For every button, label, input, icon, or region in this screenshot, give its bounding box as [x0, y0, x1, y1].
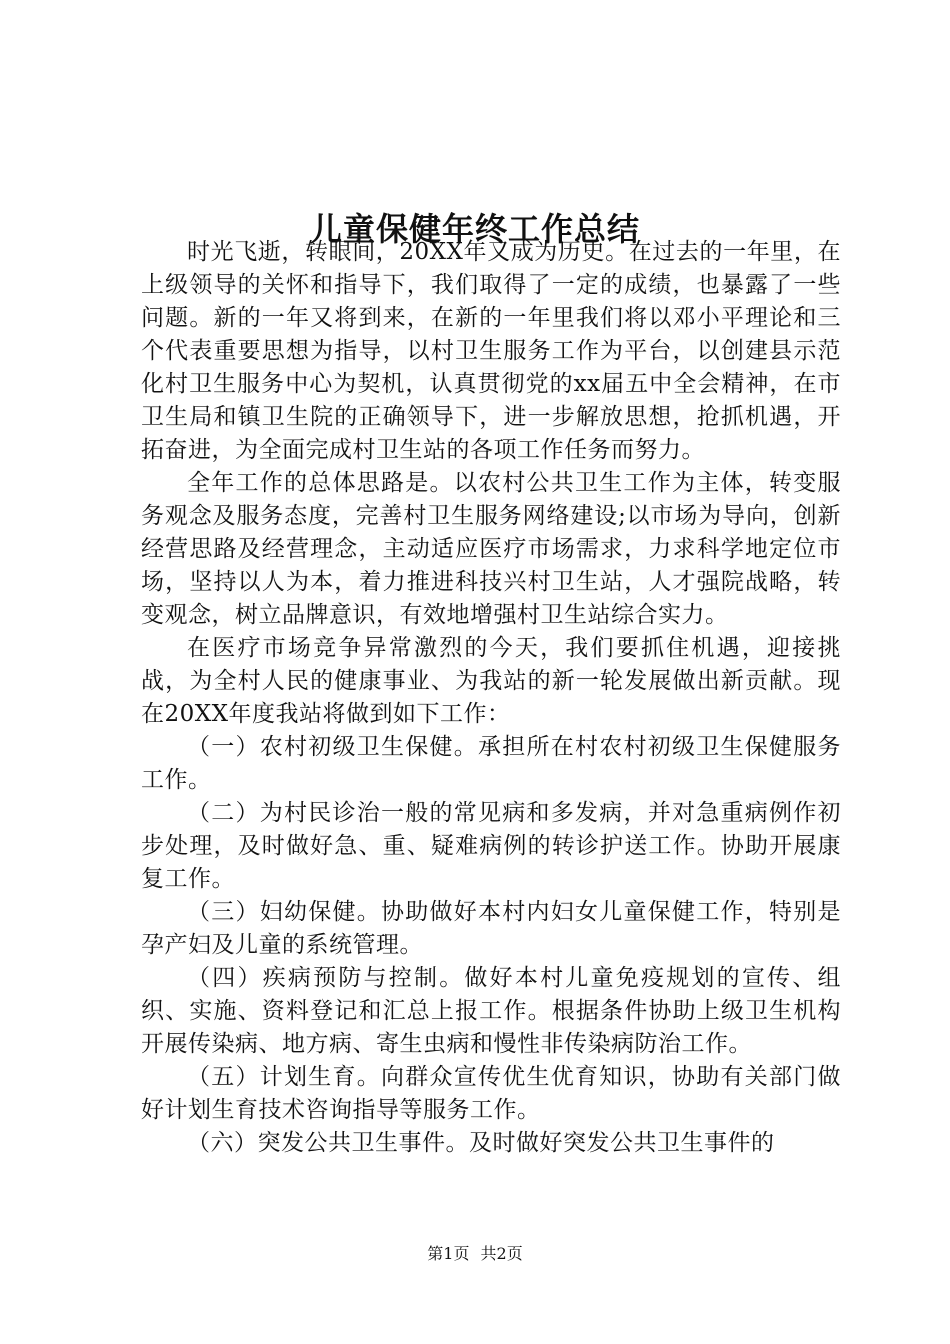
- list-item-disease-control: （四）疾病预防与控制。做好本村儿童免疫规划的宣传、组织、实施、资料登记和汇总上报工作。根据条件协助上级卫生机构开展传染病、地方病、寄生虫病和慢性非传染病防治工作。: [141, 965, 841, 1057]
- page-number-total: 共2页: [480, 1244, 523, 1263]
- list-item-primary-care: （一）农村初级卫生保健。承担所在村农村初级卫生保健服务工作。: [141, 734, 841, 793]
- list-item-public-health-events: （六）突发公共卫生事件。及时做好突发公共卫生事件的: [187, 1130, 775, 1156]
- list-item-family-planning: （五）计划生育。向群众宣传优生优育知识，协助有关部门做好计划生育技术咨询指导等服务工作。: [141, 1064, 841, 1123]
- list-item-diagnosis: （二）为村民诊治一般的常见病和多发病，并对急重病例作初步处理，及时做好急、重、疑难病例的转诊护送工作。协助开展康复工作。: [141, 800, 841, 892]
- document-body: [141, 236, 841, 1160]
- paragraph-intro: 时光飞逝，转眼间，20XX年又成为历史。在过去的一年里，在上级领导的关怀和指导下，我们取得了一定的成绩，也暴露了一些问题。新的一年又将到来，在新的一年里我们将以邓小平理论和三个代表重要思想为指导，以村卫生服务工作为平台，以创建县示范化村卫生服务中心为契机，认真贯彻党的xx届五中全会精神，在市卫生局和镇卫生院的正确领导下，进一步解放思想，抢抓机遇，开拓奋进，为全面完成村卫生站的各项工作任务而努力。: [141, 239, 841, 463]
- list-item-maternal-child: （三）妇幼保健。协助做好本村内妇女儿童保健工作，特别是孕产妇及儿童的系统管理。: [141, 899, 841, 958]
- page-footer: [0, 1242, 950, 1266]
- document-title: 儿童保健年终工作总结: [309, 210, 640, 249]
- paragraph-overall-approach: 全年工作的总体思路是。以农村公共卫生工作为主体，转变服务观念及服务态度，完善村卫生服务网络建设;以市场为导向，创新经营思路及经营理念，主动适应医疗市场需求，力求科学地定位市场，坚持以人为本，着力推进科技兴村卫生站，人才强院战略，转变观念，树立品牌意识，有效地增强村卫生站综合实力。: [141, 470, 841, 628]
- page-number-current: 第1页: [427, 1244, 470, 1263]
- paragraph-work-plan: 在医疗市场竞争异常激烈的今天，我们要抓住机遇，迎接挑战，为全村人民的健康事业、为我站的新一轮发展做出新贡献。现在20XX年度我站将做到如下工作：: [141, 635, 841, 727]
